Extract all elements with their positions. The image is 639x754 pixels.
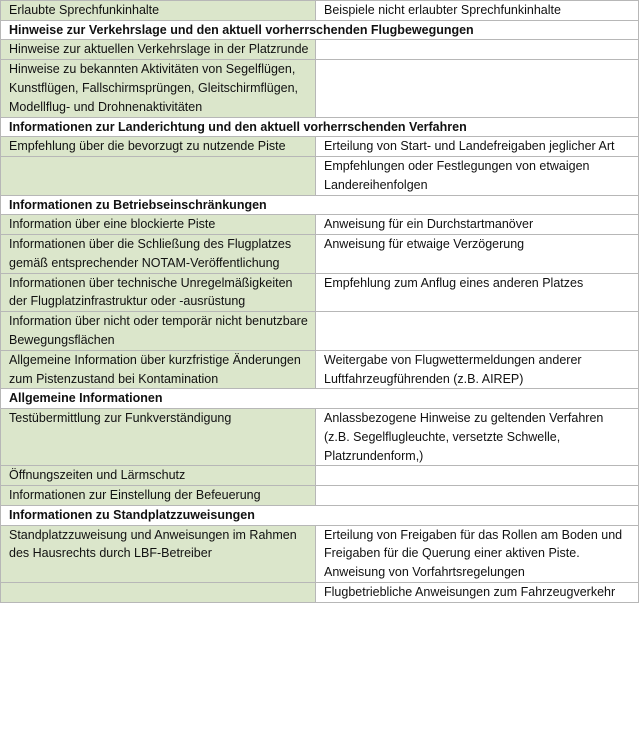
table-row [1,273,639,312]
allowed-cell: Empfehlung über die bevorzugt zu nutzende Piste [1,137,316,157]
allowed-cell [1,156,316,195]
not-allowed-cell: Anlassbezogene Hinweise zu geltenden Verfahren (z.B. Segelflugleuchte, versetzte Schwelle, Platzrundenform,) [316,408,639,465]
allowed-cell: Informationen über die Schließung des Flugplatzes gemäß entsprechender NOTAM-Veröffentlichung [1,234,316,273]
not-allowed-cell: Empfehlung zum Anflug eines anderen Platzes [316,273,639,312]
allowed-cell: Allgemeine Information über kurzfristige Änderungen zum Pistenzustand bei Kontamination [1,350,316,389]
column-header-not-allowed: Beispiele nicht erlaubter Sprechfunkinhalte [316,1,639,21]
not-allowed-cell [316,312,639,351]
allowed-cell: Testübermittlung zur Funkverständigung [1,408,316,465]
allowed-cell: Informationen zur Einstellung der Befeuerung [1,486,316,506]
section-title: Informationen zur Landerichtung und den aktuell vorherrschenden Verfahren [1,117,639,137]
table-row [1,156,639,195]
not-allowed-cell: Flugbetriebliche Anweisungen zum Fahrzeugverkehr [316,582,639,602]
not-allowed-cell [316,60,639,117]
section-header-row [1,117,639,137]
section-header-row [1,505,639,525]
column-header-allowed: Erlaubte Sprechfunkinhalte [1,1,316,21]
section-header-row [1,389,639,409]
section-header-row [1,20,639,40]
not-allowed-cell: Empfehlungen oder Festlegungen von etwaigen Landereihenfolgen [316,156,639,195]
not-allowed-cell: Erteilung von Start- und Landefreigaben jeglicher Art [316,137,639,157]
table-row [1,40,639,60]
allowed-cell [1,582,316,602]
table-row [1,525,639,582]
not-allowed-cell: Anweisung für ein Durchstartmanöver [316,215,639,235]
allowed-cell: Hinweise zur aktuellen Verkehrslage in der Platzrunde [1,40,316,60]
section-title: Allgemeine Informationen [1,389,639,409]
table-row [1,312,639,351]
not-allowed-cell: Erteilung von Freigaben für das Rollen am Boden und Freigaben für die Querung einer aktiven Piste. Anweisung von Vorfahrtsregelungen [316,525,639,582]
table-row [1,137,639,157]
not-allowed-cell [316,40,639,60]
section-header-row [1,195,639,215]
table-row [1,408,639,465]
table-row [1,215,639,235]
allowed-cell: Informationen über technische Unregelmäßigkeiten der Flugplatzinfrastruktur oder -ausrüstung [1,273,316,312]
table-row [1,582,639,602]
allowed-cell: Information über eine blockierte Piste [1,215,316,235]
section-title: Informationen zu Betriebseinschränkungen [1,195,639,215]
not-allowed-cell: Anweisung für etwaige Verzögerung [316,234,639,273]
allowed-cell: Hinweise zu bekannten Aktivitäten von Segelflügen, Kunstflügen, Fallschirmsprüngen, Gleitschirmflügen, Modellflug- und Drohnenaktivitäten [1,60,316,117]
allowed-cell: Standplatzzuweisung und Anweisungen im Rahmen des Hausrechts durch LBF-Betreiber [1,525,316,582]
not-allowed-cell: Weitergabe von Flugwettermeldungen anderer Luftfahrzeugführenden (z.B. AIREP) [316,350,639,389]
table-row [1,234,639,273]
section-title: Informationen zu Standplatzzuweisungen [1,505,639,525]
section-title: Hinweise zur Verkehrslage und den aktuell vorherrschenden Flugbewegungen [1,20,639,40]
table-row [1,466,639,486]
table-row [1,60,639,117]
table-row [1,350,639,389]
allowed-cell: Information über nicht oder temporär nicht benutzbare Bewegungsflächen [1,312,316,351]
not-allowed-cell [316,486,639,506]
allowed-cell: Öffnungszeiten und Lärmschutz [1,466,316,486]
table-header-row [1,1,639,21]
table-row [1,486,639,506]
not-allowed-cell [316,466,639,486]
